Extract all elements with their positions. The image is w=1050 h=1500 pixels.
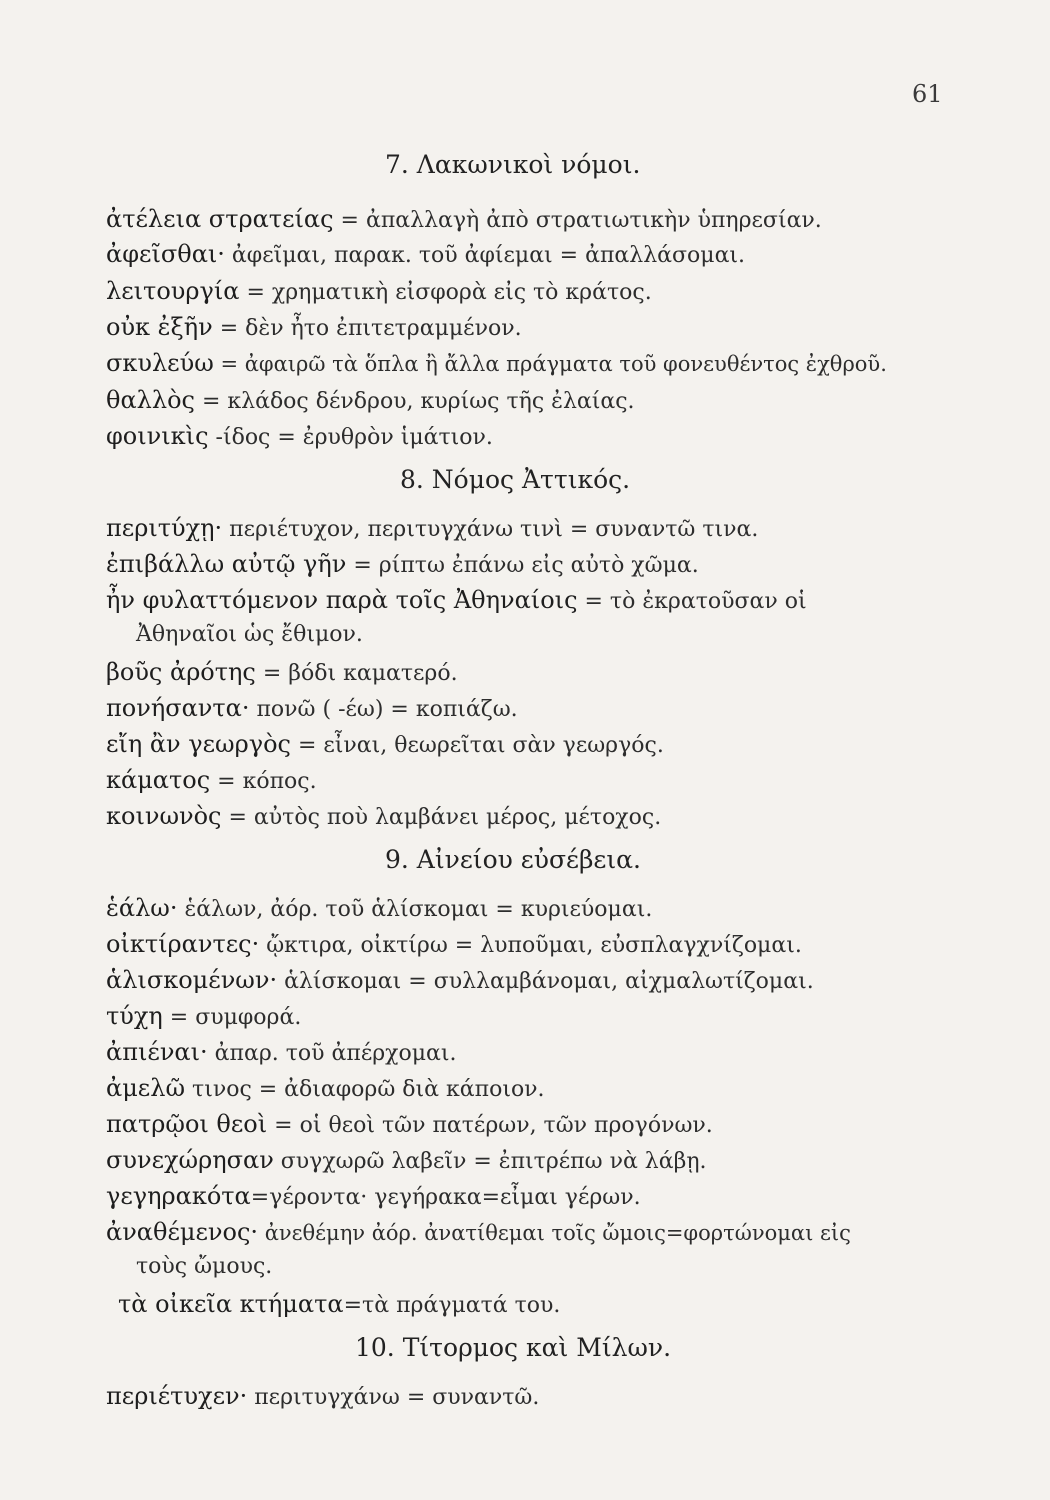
entry-gloss: = οἱ θεοὶ τῶν πατέρων, τῶν προγόνων. xyxy=(267,1113,713,1138)
entry-lemma: πατρῷοι θεοὶ xyxy=(106,1110,268,1138)
section-title: 10. Τίτορμος καὶ Μίλων. xyxy=(355,1333,672,1362)
glossary-entry xyxy=(106,586,807,614)
entry-gloss: συγχωρῶ λαβεῖν = ἐπιτρέπω νὰ λάβῃ. xyxy=(273,1149,707,1174)
entry-gloss: ἀπαρ. τοῦ ἀπέρχομαι. xyxy=(207,1041,457,1066)
page-number: 61 xyxy=(912,80,943,108)
entry-lemma: περιτύχῃ· xyxy=(106,514,223,542)
entry-gloss: πονῶ ( -έω) = κοπιάζω. xyxy=(249,697,518,722)
entry-gloss: = ἀπαλλαγὴ ἀπὸ στρατιωτικὴν ὑπηρεσίαν. xyxy=(333,208,822,233)
glossary-entry xyxy=(106,386,635,414)
entry-gloss: ἀφεῖμαι, παρακ. τοῦ ἀφίεμαι = ἀπαλλάσομαι. xyxy=(224,243,746,268)
entry-lemma: οὐκ ἐξῆν xyxy=(106,313,213,341)
entry-lemma: λειτουργία xyxy=(106,277,240,305)
entry-gloss: = χρηματικὴ εἰσφορὰ εἰς τὸ κράτος. xyxy=(239,280,652,305)
glossary-entry xyxy=(106,1110,713,1138)
entry-lemma: κοινωνὸς xyxy=(106,802,222,830)
entry-lemma: ἑάλω· xyxy=(106,894,178,922)
entry-gloss: =τὰ πράγματά του. xyxy=(343,1293,561,1318)
glossary-entry xyxy=(106,658,458,686)
glossary-entry xyxy=(106,277,652,305)
glossary-entry xyxy=(106,694,518,722)
entry-gloss: ᾤκτιρα, οἰκτίρω = λυποῦμαι, εὐσπλαγχνίζομαι. xyxy=(259,933,802,958)
entry-lemma: τὰ οἰκεῖα κτήματα xyxy=(118,1290,344,1318)
glossary-entry xyxy=(106,930,802,958)
entry-gloss: περιτυγχάνω = συναντῶ. xyxy=(247,1385,540,1410)
glossary-entry xyxy=(106,894,652,922)
entry-gloss: τινος = ἀδιαφορῶ διὰ κάποιον. xyxy=(185,1077,545,1102)
entry-lemma: ἀτέλεια στρατείας xyxy=(106,205,334,233)
entry-gloss: τοὺς ὤμους. xyxy=(136,1254,273,1279)
entry-lemma: συνεχώρησαν xyxy=(106,1146,274,1174)
entry-lemma: ἀπιέναι· xyxy=(106,1038,208,1066)
glossary-entry xyxy=(106,802,661,830)
glossary-entry xyxy=(106,1002,301,1030)
entry-lemma: οἰκτίραντες· xyxy=(106,930,260,958)
entry-lemma: θαλλὸς xyxy=(106,386,195,414)
glossary-entry xyxy=(118,1290,560,1318)
entry-gloss: ἀνεθέμην ἀόρ. ἀνατίθεμαι τοῖς ὤμοις=φορτώνομαι εἰς xyxy=(258,1221,851,1245)
entry-lemma: βοῦς ἀρότης xyxy=(106,658,256,686)
entry-lemma: φοινικὶς xyxy=(106,422,209,450)
glossary-entry xyxy=(106,422,493,450)
entry-gloss: = κόπος. xyxy=(210,769,317,794)
glossary-entry xyxy=(106,240,745,268)
entry-lemma: τύχη xyxy=(106,1002,163,1030)
glossary-entry xyxy=(106,1382,539,1410)
entry-gloss: ἁλίσκομαι = συλλαμβάνομαι, αἰχμαλωτίζομαι. xyxy=(277,969,814,994)
glossary-entry xyxy=(106,514,758,542)
entry-lemma: κάματος xyxy=(106,766,211,794)
entry-lemma: ἐπιβάλλω αὐτῷ γῆν xyxy=(106,550,347,578)
entry-gloss: = ρίπτω ἐπάνω εἰς αὐτὸ χῶμα. xyxy=(346,553,699,578)
entry-lemma: ἀναθέμενος· xyxy=(106,1218,259,1246)
section-title: 7. Λακωνικοὶ νόμοι. xyxy=(385,150,641,179)
glossary-entry xyxy=(106,1074,545,1102)
entry-gloss: =γέροντα· γεγήρακα=εἶμαι γέρων. xyxy=(250,1185,641,1210)
glossary-entry xyxy=(106,730,664,758)
section-title: 8. Νόμος Ἀττικός. xyxy=(400,465,631,494)
glossary-entry-continuation xyxy=(136,1254,272,1279)
glossary-entry xyxy=(106,1038,457,1066)
entry-gloss: Ἀθηναῖοι ὡς ἔθιμον. xyxy=(136,622,363,647)
entry-gloss: = συμφορά. xyxy=(162,1005,302,1030)
entry-gloss: ἑάλων, ἀόρ. τοῦ ἁλίσκομαι = κυριεύομαι. xyxy=(177,897,653,922)
glossary-entry xyxy=(106,550,699,578)
glossary-entry xyxy=(106,1146,707,1174)
glossary-entry xyxy=(106,205,822,233)
entry-gloss: = εἶναι, θεωρεῖται σὰν γεωργός. xyxy=(290,733,664,758)
entry-gloss: περιέτυχον, περιτυγχάνω τινὶ = συναντῶ τινα. xyxy=(222,517,759,542)
entry-lemma: περιέτυχεν· xyxy=(106,1382,248,1410)
glossary-entry-continuation xyxy=(136,622,363,647)
section-title: 9. Αἰνείου εὐσέβεια. xyxy=(385,845,642,874)
entry-lemma: εἴη ἂν γεωργὸς xyxy=(106,730,291,758)
glossary-entry xyxy=(106,313,522,341)
entry-lemma: σκυλεύω xyxy=(106,349,214,377)
entry-lemma: ἦν φυλαττόμενον παρὰ τοῖς Ἀθηναίοις xyxy=(106,586,578,614)
entry-gloss: = αὐτὸς ποὺ λαμβάνει μέρος, μέτοχος. xyxy=(221,805,662,830)
entry-lemma: πονήσαντα· xyxy=(106,694,250,722)
entry-lemma: γεγηρακότα xyxy=(106,1182,251,1210)
entry-gloss: = ἀφαιρῶ τὰ ὅπλα ἢ ἄλλα πράγματα τοῦ φονευθέντος ἐχθροῦ. xyxy=(213,352,887,376)
entry-lemma: ἁλισκομένων· xyxy=(106,966,278,994)
entry-lemma: ἀμελῶ xyxy=(106,1074,186,1102)
glossary-entry xyxy=(106,349,887,377)
glossary-entry xyxy=(106,1182,641,1210)
glossary-entry xyxy=(106,1218,851,1246)
entry-lemma: ἀφεῖσθαι· xyxy=(106,240,225,268)
entry-gloss: = κλάδος δένδρου, κυρίως τῆς ἐλαίας. xyxy=(194,389,635,414)
entry-gloss: = δὲν ἦτο ἐπιτετραμμένον. xyxy=(212,316,522,341)
glossary-entry xyxy=(106,966,814,994)
entry-gloss: = βόδι καματερό. xyxy=(255,661,458,686)
glossary-entry xyxy=(106,766,317,794)
entry-gloss: = τὸ ἐκρατοῦσαν οἱ xyxy=(577,589,807,614)
entry-gloss: -ίδος = ἐρυθρὸν ἱμάτιον. xyxy=(208,425,493,450)
